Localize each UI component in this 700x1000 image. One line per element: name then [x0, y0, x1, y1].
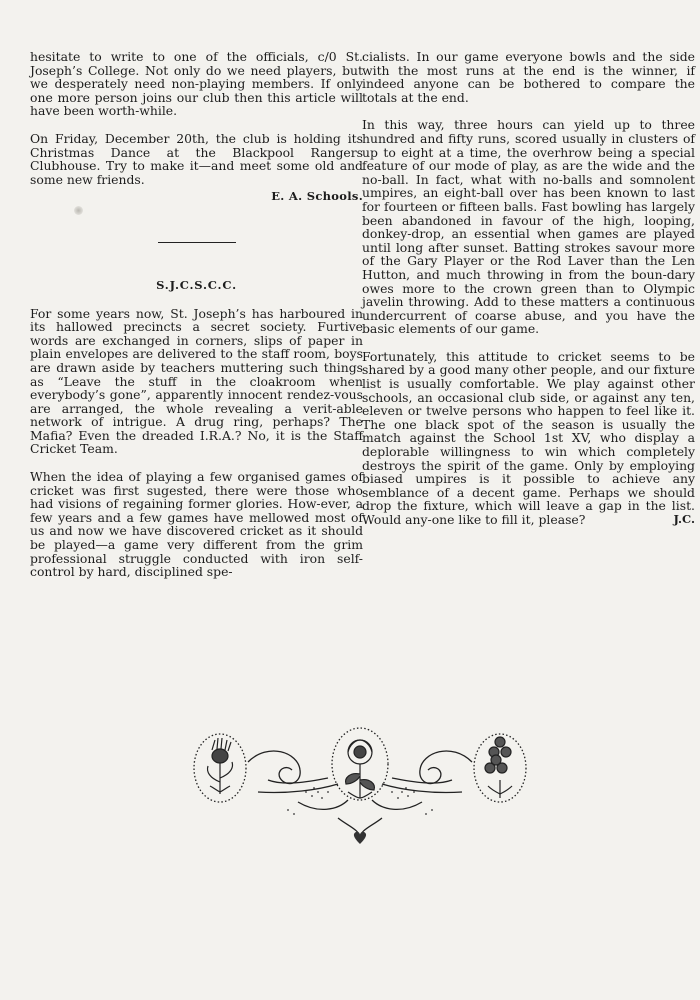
paragraph: For some years now, St. Joseph’s has harboured in its hallowed precincts a secret society. Furtive words are exchanged in corners, slips of paper in plain envelopes are delivered to the staff room, boys are drawn aside by teachers muttering such things as “Leave the stuff in the cloakroom when everybody’s gone”, apparently innocent rendez-vous are arranged, the whole revealing a verit-able network of intrigue. A drug ring, perhaps? The Mafia? Even the dreaded I.R.A.? No, it is the Staff Cricket Team. [30, 305, 363, 457]
paragraph: When the idea of playing a few organised games of cricket was first sugested, there were those who had visions of regaining former glories. How-ever, a few years and a few games have mellowed most of us and now we have discovered cricket as it should be played—a game very different from the grim professional struggle conducted with iron self-control by hard, disciplined spe- [30, 469, 363, 580]
paragraph [362, 350, 695, 527]
signature: E. A. Schools. [271, 189, 363, 204]
decorative-ornament [188, 722, 532, 848]
shamrock-icon [485, 737, 512, 798]
signature: J.C. [673, 512, 695, 526]
paragraph: hesitate to write to one of the officials, c/0 St. Joseph’s College. Not only do we need players, but we desperately need non-playing members. If only one more person joins our club then this article will have been worth-while. [30, 49, 363, 119]
article-heading: S.J.C.S.C.C. [156, 277, 237, 292]
left-column [30, 50, 363, 593]
heart-icon [354, 832, 366, 844]
thistle-icon [208, 738, 233, 794]
section-divider [158, 242, 236, 243]
paragraph: On Friday, December 20th, the club is holding its Christmas Dance at the Blackpool Rangers Clubhouse. Try to make it—and meet some old and some new friends. [30, 130, 363, 187]
rose-icon [346, 740, 375, 798]
right-column [362, 50, 695, 527]
paragraph: cialists. In our game everyone bowls and the side with the most runs at the end is the winner, if indeed anyone can be bothered to compare the totals at the end. [362, 49, 695, 105]
paragraph-text: Fortunately, this attitude to cricket seems to be shared by a good many other people, and our fixture list is usually comfortable. We play against other schools, an occasional club side, or against any ten, eleven or twelve persons who happen to feel like it. The one black spot of the season is usually the match against the School 1st XV, who display a deplorable willingness to win which completely destroys the spirit of the game. Only by employing biased umpires is it possible to achieve any semblance of a decent game. Perhaps we should drop the fixture, which will leave a gap in the list. Would any-one like to fill it, please? [362, 348, 695, 527]
paragraph: In this way, three hours can yield up to three hundred and fifty runs, scored usually in clusters of up to eight at a time, the overhrow being a special feature of our mode of play, as are the wide and the no-ball. In fact, what with no-balls and somnolent umpires, an eight-ball over has been known to last for fourteen or fifteen balls. Fast bowling has largely been abandoned in favour of the high, looping, donkey-drop, an essential when games are played until long after sunset. Batting strokes savour more of the Gary Player or the Rod Laver than the Len Hutton, and much throwing in from the boun-dary owes more to the crown green than to Olympic javelin throwing. Add to these matters a continuous undercurrent of coarse abuse, and you have the basic elements of our game. [362, 117, 695, 337]
